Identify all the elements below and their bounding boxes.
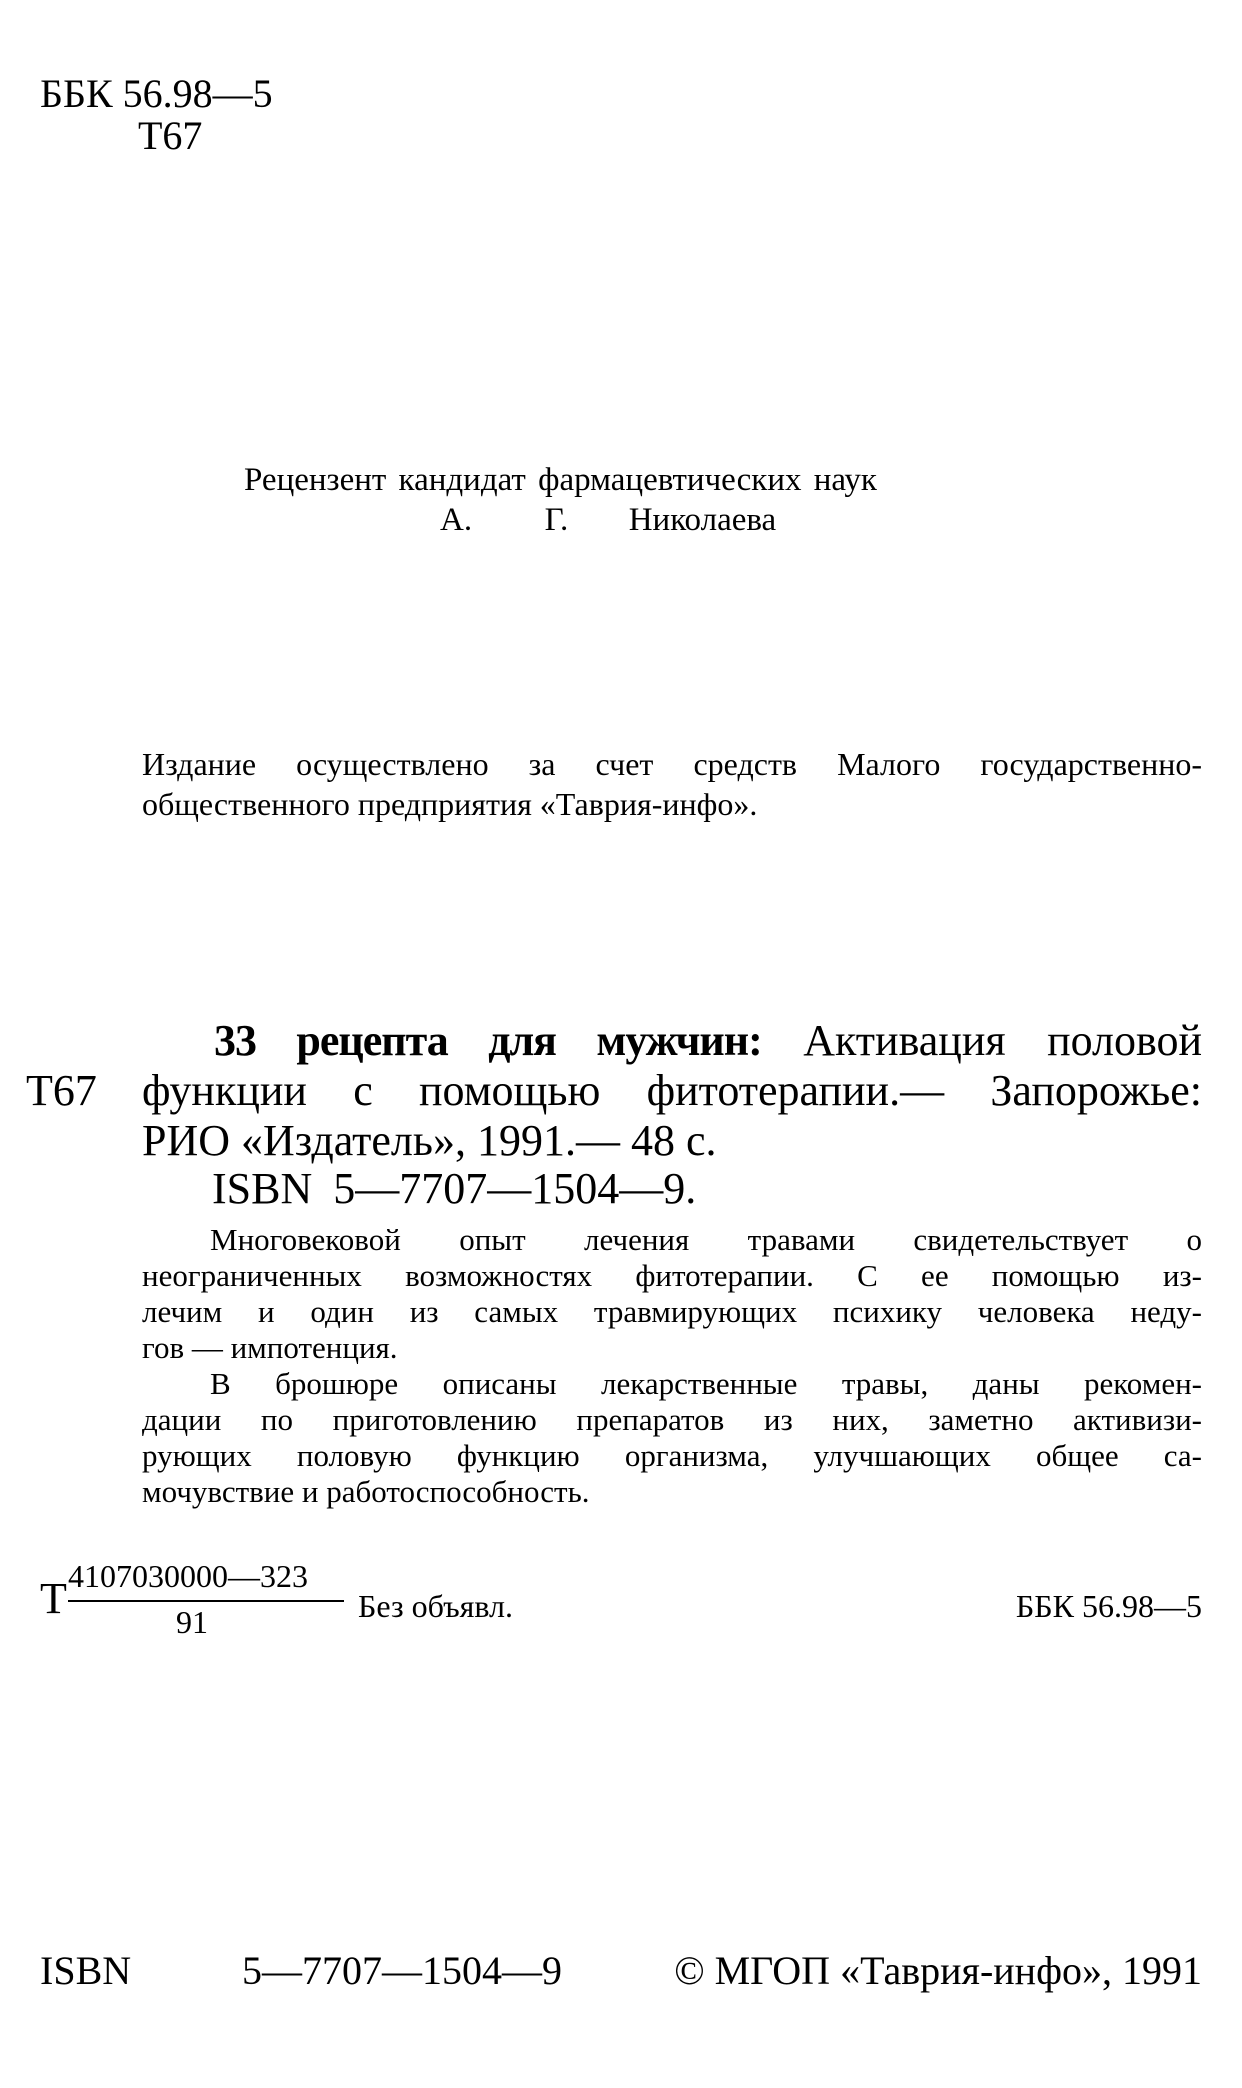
entry-line: функции с помощью фитотерапии.— Запорожье: <box>142 1066 1202 1115</box>
funding-note <box>142 744 1202 824</box>
catalog-entry <box>142 1016 1202 1166</box>
entry-line: РИО «Издатель», 1991.— 48 с. <box>142 1116 717 1165</box>
isbn-value: 5—7707—1504—9 <box>242 1948 562 1993</box>
bbk-classification-bottom: ББК 56.98—5 <box>1015 1588 1202 1624</box>
abstract-line: неограниченных возможностях фитотерапии. С ее помощью из- <box>142 1258 1202 1293</box>
author-code: Т67 <box>138 113 203 158</box>
abstract-line: рующих половую функцию организма, улучшающих общее са- <box>142 1438 1202 1473</box>
copyright-notice: © МГОП «Таврия-инфо», 1991 <box>674 1948 1202 1993</box>
entry-subtitle: Активация половой <box>803 1016 1203 1065</box>
bbk-classification: ББК 56.98—5 <box>40 71 273 116</box>
abstract-line: Многовековой опыт лечения травами свидетельствует о <box>210 1222 1202 1257</box>
no-advertisement-note: Без объявл. <box>358 1588 514 1624</box>
abstract-line: В брошюре описаны лекарственные травы, даны рекомен- <box>210 1366 1202 1401</box>
abstract <box>142 1222 1202 1510</box>
reviewer-initial-1: А. <box>440 502 473 538</box>
isbn-label: ISBN <box>40 1948 132 1993</box>
index-letter: Т <box>40 1574 67 1623</box>
entry-title: 33 рецепта для мужчин: <box>214 1016 762 1065</box>
entry-author-code: Т67 <box>26 1066 97 1115</box>
index-numerator: 4107030000—323 <box>68 1558 308 1594</box>
funding-line: Издание осуществлено за счет средств Малого государственно- <box>142 746 1202 782</box>
index-denominator: 91 <box>176 1604 208 1640</box>
abstract-line: лечим и один из самых травмирующих психику человека неду- <box>142 1294 1202 1329</box>
reviewer-line: Рецензент кандидат фармацевтических наук <box>244 462 877 498</box>
abstract-line: дации по приготовлению препаратов из них, заметно активизи- <box>142 1402 1202 1437</box>
reviewer-initial-2: Г. <box>544 502 569 538</box>
reviewer-surname: Николаева <box>628 502 777 538</box>
funding-line: общественного предприятия «Таврия-инфо». <box>142 786 758 822</box>
reviewer-name <box>440 500 776 540</box>
abstract-line: гов — импотенция. <box>142 1330 398 1365</box>
entry-line <box>142 1016 1202 1066</box>
fraction-bar <box>68 1600 344 1602</box>
entry-isbn: ISBN 5—7707—1504—9. <box>212 1164 697 1213</box>
abstract-line: мочувствие и работоспособность. <box>142 1474 590 1509</box>
